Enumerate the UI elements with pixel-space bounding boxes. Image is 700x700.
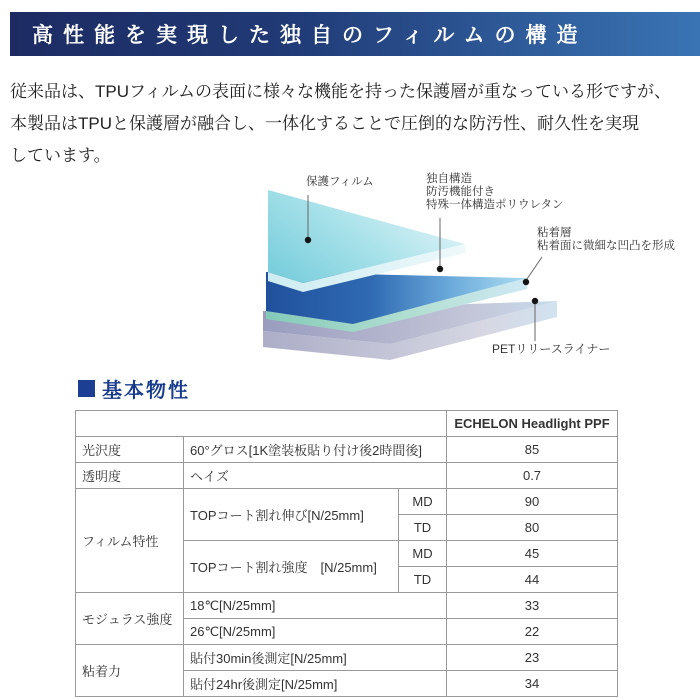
basic-properties-table bbox=[75, 410, 618, 697]
table-row bbox=[76, 489, 618, 515]
table-row bbox=[76, 593, 618, 619]
page-title: 高性能を実現した独自のフィルムの構造 bbox=[32, 23, 588, 47]
test-cell: 貼付24hr後測定[N/25mm] bbox=[184, 671, 447, 697]
dot-adhesive bbox=[523, 279, 529, 285]
value-cell: 34 bbox=[447, 671, 618, 697]
diagonal-header-cell bbox=[76, 411, 447, 437]
value-cell: 22 bbox=[447, 619, 618, 645]
label-unique-structure bbox=[426, 173, 564, 212]
test-cell: TOPコート割れ伸び[N/25mm] bbox=[184, 489, 399, 541]
direction-cell: TD bbox=[399, 515, 447, 541]
section-basic-properties bbox=[78, 374, 190, 403]
intro-line: 本製品はTPUと保護層が融合し、一体化することで圧倒的な防汚性、耐久性を実現 bbox=[10, 114, 639, 133]
table-row bbox=[76, 437, 618, 463]
value-cell: 45 bbox=[447, 541, 618, 567]
direction-cell: MD bbox=[399, 541, 447, 567]
table-header-row bbox=[76, 411, 618, 437]
label-unique-line3: 特殊一体構造ポリウレタン bbox=[426, 199, 564, 211]
section-title-text: 基本物性 bbox=[102, 380, 190, 402]
label-unique-line1: 独自構造 bbox=[426, 173, 472, 185]
film-structure-diagram bbox=[220, 168, 690, 370]
value-cell: 33 bbox=[447, 593, 618, 619]
table-row bbox=[76, 463, 618, 489]
category-cell: フィルム特性 bbox=[76, 489, 184, 593]
test-cell: 貼付30min後測定[N/25mm] bbox=[184, 645, 447, 671]
value-cell: 90 bbox=[447, 489, 618, 515]
test-cell: ヘイズ bbox=[184, 463, 447, 489]
table-row bbox=[76, 645, 618, 671]
label-adhesive-line1: 粘着層 bbox=[537, 227, 572, 239]
dot-protect-film bbox=[305, 237, 311, 243]
intro-line: 従来品は、TPUフィルムの表面に様々な機能を持った保護層が重なっている形ですが、 bbox=[10, 82, 671, 101]
value-cell: 23 bbox=[447, 645, 618, 671]
value-cell: 80 bbox=[447, 515, 618, 541]
label-adhesive-line2: 粘着面に微細な凹凸を形成 bbox=[537, 240, 675, 252]
label-protect-film bbox=[306, 176, 374, 189]
intro-paragraph bbox=[10, 76, 682, 172]
label-pet-liner bbox=[492, 343, 610, 356]
test-cell: 26℃[N/25mm] bbox=[184, 619, 447, 645]
product-header-cell: ECHELON Headlight PPF bbox=[447, 411, 618, 437]
label-protect-film-text: 保護フィルム bbox=[306, 176, 374, 188]
test-cell: 60°グロス[1K塗装板貼り付け後2時間後] bbox=[184, 437, 447, 463]
value-cell: 44 bbox=[447, 567, 618, 593]
test-cell: 18℃[N/25mm] bbox=[184, 593, 447, 619]
dot-pet-liner bbox=[532, 298, 538, 304]
category-cell: モジュラス強度 bbox=[76, 593, 184, 645]
intro-line: しています。 bbox=[10, 146, 111, 165]
leader-line-adhesive bbox=[527, 257, 542, 279]
square-bullet-icon bbox=[78, 380, 95, 397]
spec-table-container bbox=[75, 410, 618, 697]
label-pet-liner-text: PETリリースライナー bbox=[492, 342, 611, 356]
category-cell: 透明度 bbox=[76, 463, 184, 489]
direction-cell: MD bbox=[399, 489, 447, 515]
test-cell: TOPコート割れ強度 [N/25mm] bbox=[184, 541, 399, 593]
header-banner bbox=[10, 12, 700, 56]
value-cell: 85 bbox=[447, 437, 618, 463]
direction-cell: TD bbox=[399, 567, 447, 593]
dot-unique-structure bbox=[437, 266, 443, 272]
label-adhesive-layer bbox=[537, 227, 675, 253]
label-unique-line2: 防汚機能付き bbox=[426, 186, 495, 198]
category-cell: 粘着力 bbox=[76, 645, 184, 697]
category-cell: 光沢度 bbox=[76, 437, 184, 463]
value-cell: 0.7 bbox=[447, 463, 618, 489]
